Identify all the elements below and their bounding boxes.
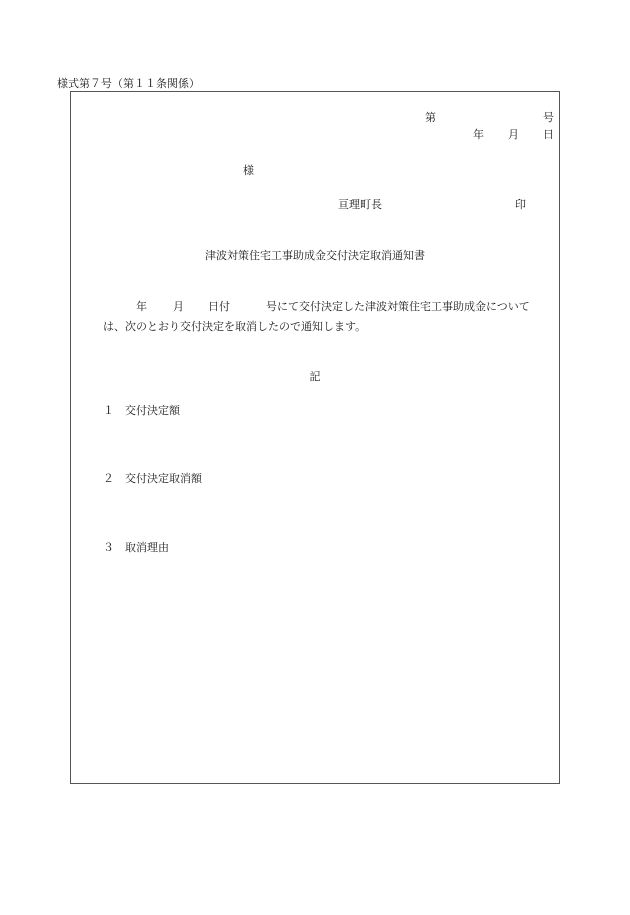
body-date-suffix: 日付 bbox=[208, 300, 230, 313]
item-label: 交付決定取消額 bbox=[125, 472, 202, 485]
item-number: １ bbox=[103, 404, 114, 417]
item-label: 取消理由 bbox=[125, 541, 169, 554]
list-item bbox=[103, 541, 169, 554]
notice-body-line-2: は、次のとおり交付決定を取消したので通知します。 bbox=[103, 320, 367, 333]
body-line1-rest: 号にて交付決定した津波対策住宅工事助成金について bbox=[266, 300, 530, 313]
date-year-label: 年 bbox=[473, 128, 484, 141]
notice-body bbox=[103, 297, 555, 337]
list-item bbox=[103, 404, 180, 417]
document-frame bbox=[70, 91, 560, 784]
document-number-prefix: 第 bbox=[425, 111, 436, 124]
sender-title: 亘理町長 bbox=[338, 198, 382, 211]
body-month-label: 月 bbox=[173, 300, 184, 313]
date-day-label: 日 bbox=[543, 128, 554, 141]
date-month-label: 月 bbox=[508, 128, 519, 141]
document-title: 津波対策住宅工事助成金交付決定取消通知書 bbox=[205, 249, 425, 262]
item-number: ２ bbox=[103, 472, 114, 485]
addressee-honorific: 様 bbox=[243, 164, 254, 177]
document-number-suffix: 号 bbox=[543, 111, 554, 124]
list-item bbox=[103, 472, 202, 485]
item-number: ３ bbox=[103, 541, 114, 554]
seal-mark: 印 bbox=[515, 198, 526, 211]
notice-body-line-1 bbox=[103, 297, 555, 317]
body-year-label: 年 bbox=[136, 300, 147, 313]
item-label: 交付決定額 bbox=[125, 404, 180, 417]
form-number-label: 様式第７号（第１１条関係） bbox=[57, 77, 200, 90]
ki-heading: 記 bbox=[309, 370, 321, 383]
